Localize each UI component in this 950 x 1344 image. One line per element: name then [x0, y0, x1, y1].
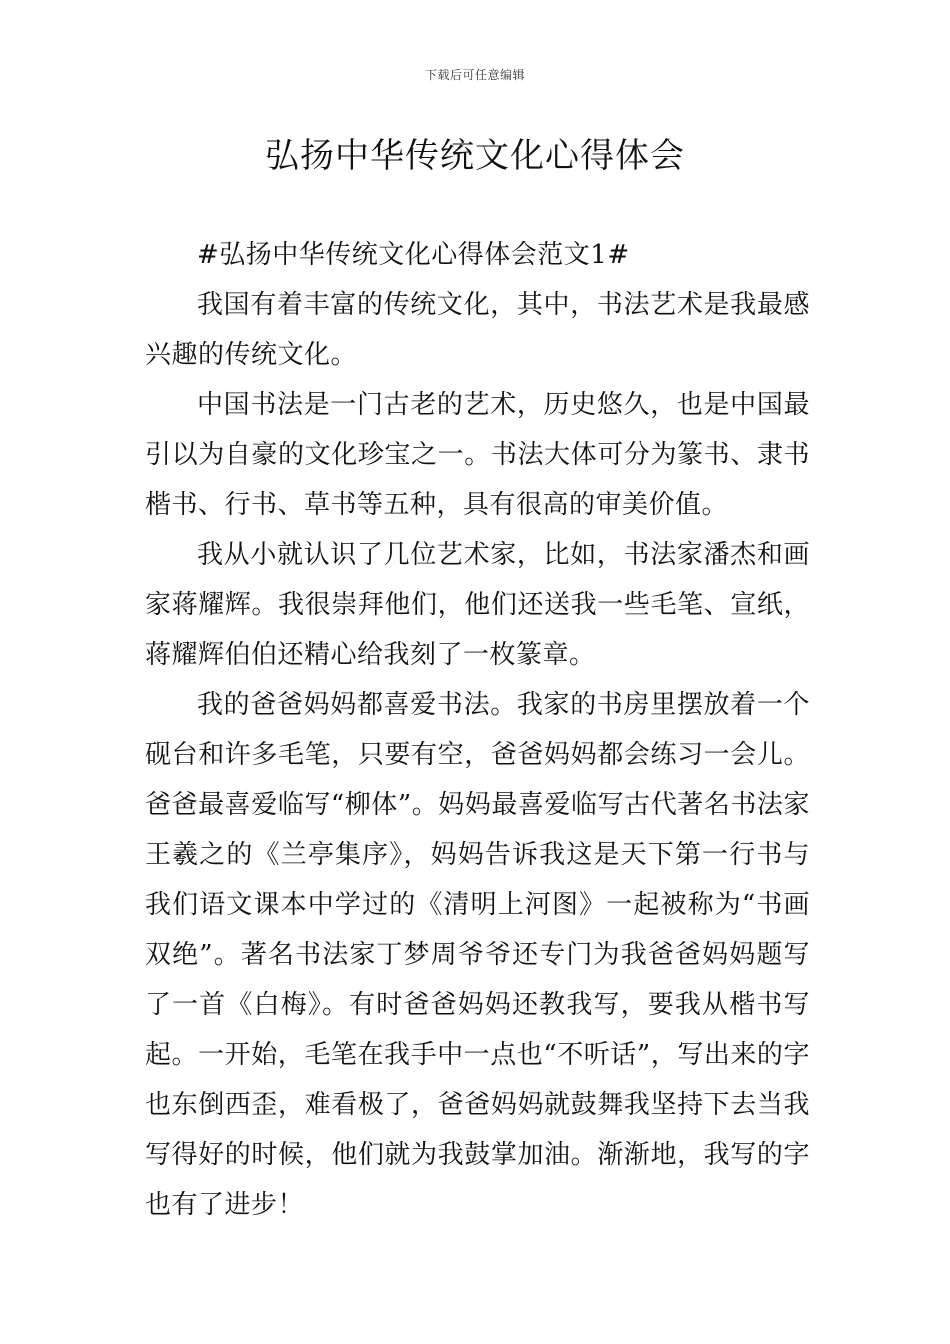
section-heading: #弘扬中华传统文化心得体会范文1#: [197, 240, 630, 270]
paragraph-3: 我从小就认识了几位艺术家，比如，书法家潘杰和画家蒋耀辉。我很崇拜他们，他们还送我一些毛笔、宣纸，蒋耀辉伯伯还精心给我刻了一枚篆章。: [145, 540, 810, 670]
paragraph-2: 中国书法是一门古老的艺术，历史悠久，也是中国最引以为自豪的文化珍宝之一。书法大体可分为篆书、隶书楷书、行书、草书等五种，具有很高的审美价值。: [145, 390, 810, 520]
document-body: [145, 230, 810, 1230]
paragraph-4: 我的爸爸妈妈都喜爱书法。我家的书房里摆放着一个砚台和许多毛笔，只要有空，爸爸妈妈都会练习一会儿。爸爸最喜爱临写“柳体”。妈妈最喜爱临写古代著名书法家王羲之的《兰亭集序》，妈妈告诉我这是天下第一行书与我们语文课本中学过的《清明上河图》一起被称为“书画双绝”。著名书法家丁梦周爷爷还专门为我爸爸妈妈题写了一首《白梅》。有时爸爸妈妈还教我写，要我从楷书写起。一开始，毛笔在我手中一点也“不听话”，写出来的字也东倒西歪，难看极了，爸爸妈妈就鼓舞我坚持下去当我写得好的时候，他们就为我鼓掌加油。渐渐地，我写的字也有了进步！: [145, 690, 810, 1220]
header-note: 下载后可任意编辑: [424, 68, 525, 82]
document-title: 弘扬中华传统文化心得体会: [265, 136, 685, 176]
paragraph-1: 我国有着丰富的传统文化，其中，书法艺术是我最感兴趣的传统文化。: [145, 290, 810, 370]
